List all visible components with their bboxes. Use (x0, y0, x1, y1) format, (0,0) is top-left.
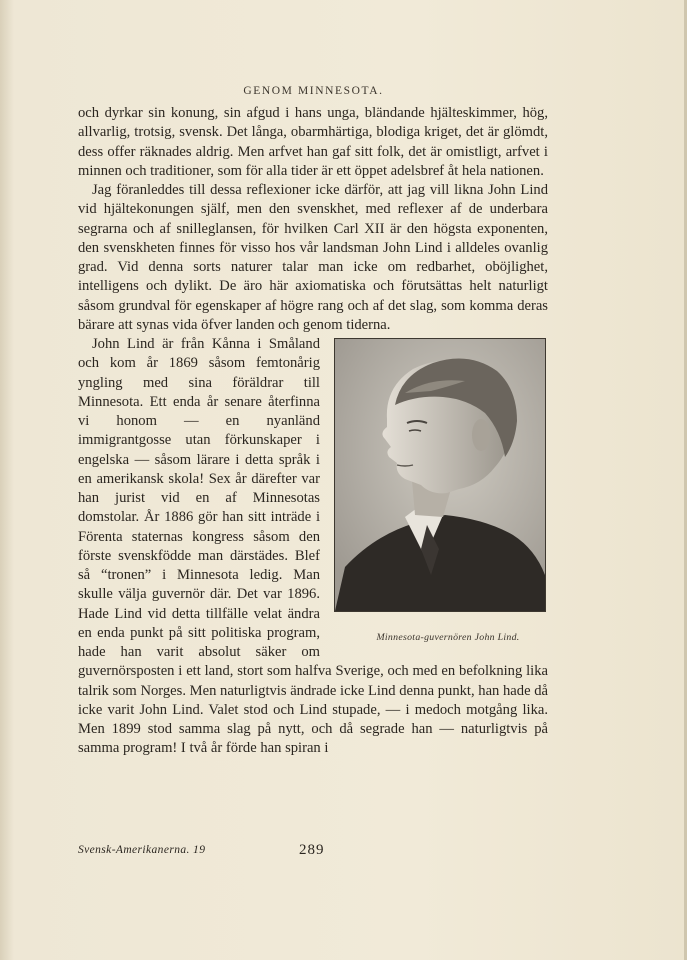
portrait-illustration (335, 339, 545, 611)
running-header: GENOM MINNESOTA. (243, 85, 384, 97)
paragraph-3-text: John Lind är från Kånna i Småland och kom år 1869 såsom femtonårig yngling med sina föräldrar till Minnesota. Ett enda år senare återfinna vi honom — en nyanländ immigrantgosse utan förkunskaper i engelska — såsom lärare i detta språk i en amerikansk skola! Sex år därefter var han jurist vid en af Minnesotas domstolar. År 1886 gör han sitt inträde i Förenta staternas kongress såsom den förste svenskfödde man därstädes. Blef så “tronen” i Minnesota ledig. Man skulle välja guvernör där. Det var 1896. Hade Lind vid detta tillfälle velat ändra en enda punkt på sitt politiska program, hade han varit absolut säker om guvernörsposten i ett land, stort som halfva Sverige, och med en befolkning lika talrik som Norges. Men naturligtvis ändrade icke Lind denna punkt, han hade då icke varit John Lind. Valet stod och Lind stupade, — i medoch motgång lika. Men 1899 stod samma slag på nytt, och då segrade han — naturligtvis på samma program! I två år förde han spiran i (78, 336, 548, 757)
portrait-figure (334, 338, 548, 648)
figure-caption: Minnesota-guvernören John Lind. (376, 632, 520, 643)
paragraph-2: Jag föranleddes till dessa reflexioner icke därför, att jag vill likna John Lind vid hjältekonungen själf, men den svenskhet, med reflexer af de underbara segrarna och af snilleglansen, för hvilken Carl XII är den högsta exponenten, den svenskheten finnes för visso hos vår landsman John Lind i alldeles ovanlig grad. Vid denna sorts naturer talar man icke om redbarhet, oböjlighet, intelligens och dylikt. De äro här axiomatiska och förutsättas helt naturligt såsom grundval för egenskaper af högre rang och af det slag, som komma deras bärare att synas vida öfver landen och genom tiderna. (78, 182, 548, 333)
signature-mark: Svensk-Amerikanerna. 19 (78, 844, 206, 856)
paragraph-3 (78, 335, 548, 759)
body-text (78, 104, 548, 759)
page-number: 289 (299, 842, 325, 858)
paragraph-1: och dyrkar sin konung, sin afgud i hans unga, bländande hjälteskimmer, hög, allvarlig, trotsig, svensk. Det långa, obarmhärtiga, blodiga kriget, det är glömdt, dess offer räknades aldrig. Men arfvet han gaf sitt folk, det är omistligt, arfvet i minnen och traditioner, som för alla tider är ett öppet adelsbref åt hela nationen. (78, 105, 548, 179)
portrait-photo (334, 338, 546, 612)
